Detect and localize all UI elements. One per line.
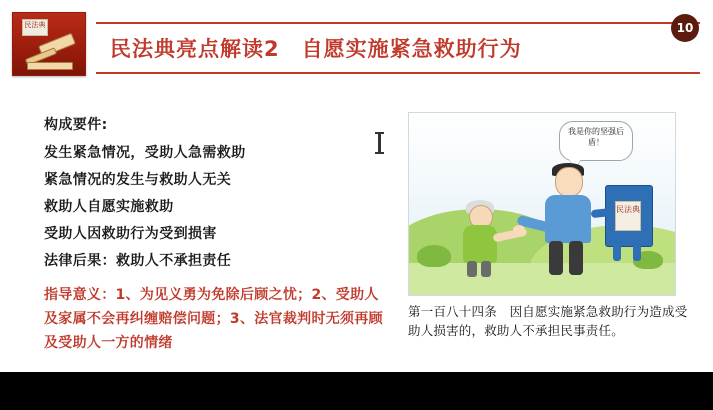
slide-header [0,0,713,88]
rescue-illustration [408,112,676,296]
rescuer-head [555,167,583,197]
ground-shape [409,263,675,296]
bottom-letterbox-bar [0,372,713,410]
elderly-person-leg-left [467,261,477,277]
title-rule-top [96,22,700,24]
page-title: 民法典亮点解读2 自愿实施紧急救助行为 [110,37,522,61]
bush-icon-left [417,245,451,267]
rescuer-leg-left [549,241,563,275]
rescuer-leg-right [569,241,583,275]
body-line-5: 法律后果：救助人不承担责任 [44,253,232,269]
law-book-label: 民法典 [615,201,641,231]
civil-code-logo [12,12,86,76]
guidance-paragraph: 指导意义：1、为见义勇为免除后顾之忧；2、受助人及家属不会再纠缠赔偿问题；3、法官裁判时无须再顾及受助人一方的情绪 [44,287,383,351]
law-book-leg-left [613,243,621,261]
body-line-4: 受助人因救助行为受到损害 [44,226,217,242]
article-caption: 第一百八十四条 因自愿实施紧急救助行为造成受助人损害的，救助人不承担民事责任。 [408,304,688,338]
rescuer-hand [513,225,525,235]
title-rule-bottom [96,72,700,74]
body-line-2: 紧急情况的发生与救助人无关 [44,172,232,188]
elderly-person-body [463,225,497,263]
gavel-base-icon [27,62,73,70]
speech-bubble [559,121,633,161]
rescuer-body [545,195,591,243]
body-line-0: 构成要件: [44,117,108,133]
body-line-1: 发生紧急情况，受助人急需救助 [44,145,246,161]
speech-bubble-text: 我是你的坚强后盾！ [568,127,624,147]
elderly-person-leg-right [481,261,491,277]
logo-book-label: 民法典 [22,19,48,36]
body-text-block [44,112,396,355]
text-cursor-icon [378,132,381,154]
body-line-3: 救助人自愿实施救助 [44,199,174,215]
page-number-badge: 10 [671,14,699,42]
law-book-leg-right [633,243,641,261]
